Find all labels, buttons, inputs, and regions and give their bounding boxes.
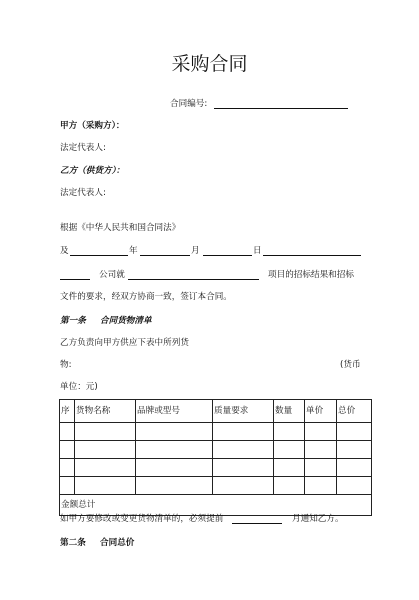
- table-row: [60, 423, 372, 441]
- table-cell[interactable]: [213, 477, 274, 495]
- header-cell-total-price: 总价: [337, 400, 372, 423]
- goods-table: [59, 399, 372, 516]
- header-cell-quality: 质量要求: [213, 400, 274, 423]
- table-cell[interactable]: [337, 459, 372, 477]
- date-blank-4[interactable]: [263, 255, 361, 256]
- party-a-representative: 法定代表人:: [60, 143, 106, 153]
- contract-number-label: 合同编号:: [170, 99, 208, 109]
- table-cell[interactable]: [305, 459, 337, 477]
- contract-title: 采购合同: [171, 53, 248, 75]
- article-2-title: 合同总价: [100, 538, 135, 548]
- party-b-label: 乙方（供货方）：: [60, 166, 125, 176]
- date-blank-2[interactable]: [140, 255, 190, 256]
- table-cell[interactable]: [337, 477, 372, 495]
- table-cell[interactable]: [337, 423, 372, 441]
- party-a-label: 甲方（采购方）：: [60, 121, 125, 131]
- article-1-number: 第一条: [60, 316, 86, 326]
- header-cell-index: 序: [60, 400, 75, 423]
- table-cell[interactable]: [136, 441, 213, 459]
- date-blank-1[interactable]: [70, 255, 128, 256]
- legal-basis-line: 根据《中华人民共和国合同法》: [60, 223, 181, 233]
- table-cell[interactable]: [305, 423, 337, 441]
- contract-number-blank[interactable]: [214, 108, 348, 109]
- header-cell-quantity: 数量: [274, 400, 305, 423]
- article-1-title: 合同货物清单: [100, 316, 152, 326]
- table-cell[interactable]: [274, 459, 305, 477]
- table-cell[interactable]: [75, 459, 136, 477]
- table-cell[interactable]: [337, 441, 372, 459]
- table-cell[interactable]: [60, 441, 75, 459]
- party-b-representative: 法定代表人:: [60, 188, 106, 198]
- table-cell[interactable]: [75, 477, 136, 495]
- date-prefix: 及: [60, 246, 69, 256]
- tender-result-text: 项目的招标结果和招标: [268, 270, 354, 280]
- table-cell[interactable]: [274, 423, 305, 441]
- date-blank-3[interactable]: [203, 255, 252, 256]
- modify-notice-blank[interactable]: [232, 523, 282, 524]
- unit-line: 单位：元): [60, 382, 98, 392]
- article-2-number: 第二条: [60, 538, 86, 548]
- table-cell[interactable]: [274, 477, 305, 495]
- table-cell[interactable]: [136, 477, 213, 495]
- table-cell[interactable]: [75, 441, 136, 459]
- header-cell-unit-price: 单价: [305, 400, 337, 423]
- table-cell[interactable]: [305, 477, 337, 495]
- table-cell[interactable]: [60, 459, 75, 477]
- modify-notice-suffix: 月通知乙方。: [292, 514, 344, 524]
- date-month-label: 月: [191, 246, 200, 256]
- currency-word: (货币: [340, 360, 361, 370]
- table-cell[interactable]: [213, 459, 274, 477]
- table-row: [60, 441, 372, 459]
- table-cell[interactable]: [274, 441, 305, 459]
- company-blank[interactable]: [60, 279, 90, 280]
- table-cell[interactable]: [136, 459, 213, 477]
- table-header-row: [60, 400, 372, 423]
- company-label: 公司就: [99, 270, 125, 280]
- header-cell-brand-model: 品牌或型号: [136, 400, 213, 423]
- table-row: [60, 459, 372, 477]
- table-row: [60, 477, 372, 495]
- supply-line: 乙方负责向甲方供应下表中所列货: [60, 338, 189, 348]
- table-cell[interactable]: [305, 441, 337, 459]
- table-cell[interactable]: [136, 423, 213, 441]
- table-cell[interactable]: [75, 423, 136, 441]
- header-cell-goods-name: 货物名称: [75, 400, 136, 423]
- date-day-label: 日: [253, 246, 262, 256]
- agreement-line: 文件的要求，经双方协商一致，签订本合同。: [60, 292, 232, 302]
- date-year-label: 年: [129, 246, 138, 256]
- total-label-cell: 金额总计: [60, 495, 372, 516]
- table-cell[interactable]: [60, 423, 75, 441]
- table-cell[interactable]: [60, 477, 75, 495]
- table-total-row: [60, 495, 372, 516]
- table-cell[interactable]: [213, 441, 274, 459]
- table-cell[interactable]: [213, 423, 274, 441]
- project-blank[interactable]: [128, 279, 259, 280]
- modify-notice-prefix: 如甲方要修改或变更货物清单的，必须提前: [60, 514, 224, 524]
- goods-word: 物:: [60, 360, 72, 370]
